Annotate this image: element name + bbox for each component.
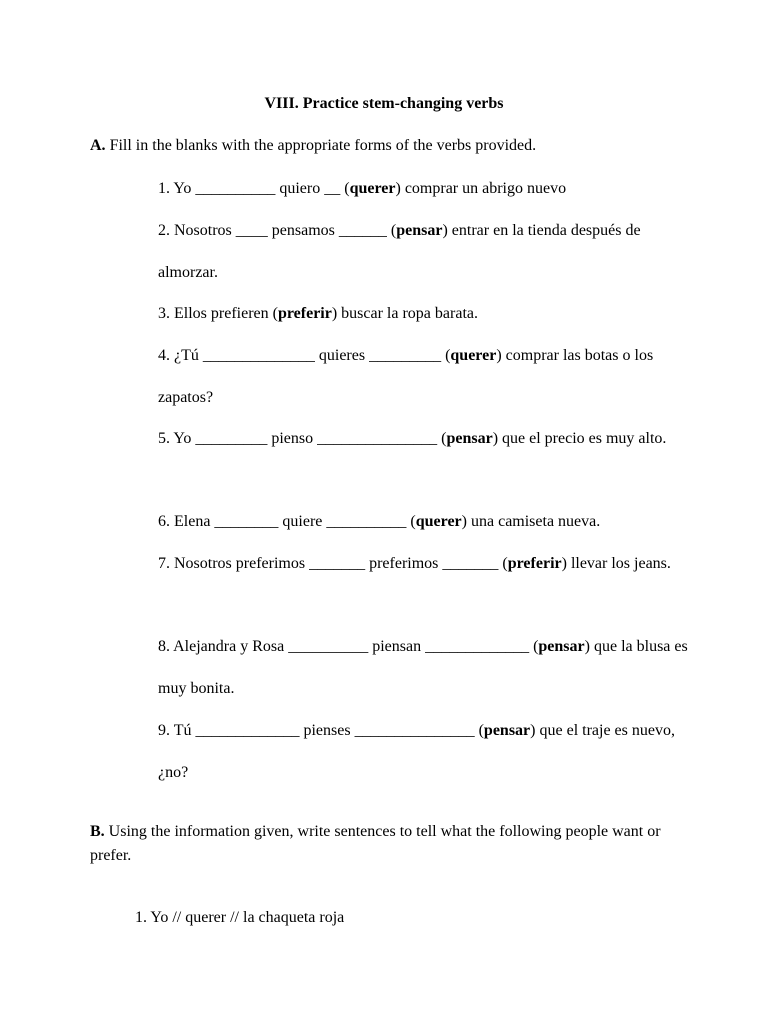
- exercise-item: [158, 168, 688, 210]
- section-a-instruction-text: Fill in the blanks with the appropriate forms of the verbs provided.: [109, 137, 537, 154]
- item-text: 8. Alejandra y Rosa __________ piensan _____________ (: [158, 638, 539, 655]
- item-text: 1. Yo __________ quiero __ (: [158, 180, 350, 197]
- section-b-label: B.: [90, 823, 105, 840]
- item-text: ) una camiseta nueva.: [461, 513, 601, 530]
- exercise-item: [158, 335, 688, 418]
- verb-infinitive: querer: [450, 347, 497, 364]
- verb-infinitive: pensar: [396, 222, 443, 239]
- item-text: 5. Yo _________ pienso _______________ (: [158, 430, 447, 447]
- section-a-instruction: [90, 134, 690, 158]
- exercise-item: [158, 543, 688, 585]
- item-text: 9. Tú _____________ pienses _______________ (: [158, 722, 484, 739]
- verb-infinitive: pensar: [446, 430, 493, 447]
- exercise-item: [158, 418, 688, 460]
- item-text: ) que el traje es nuevo, ¿no?: [158, 722, 675, 781]
- verb-infinitive: preferir: [507, 555, 562, 572]
- exercise-item: [158, 501, 688, 543]
- item-text: 7. Nosotros preferimos _______ preferimos _______ (: [158, 555, 508, 572]
- item-text: 2. Nosotros ____ pensamos ______ (: [158, 222, 397, 239]
- item-text: ) comprar las botas o los zapatos?: [158, 347, 654, 406]
- section-a-label: A.: [90, 137, 106, 154]
- item-text: 3. Ellos prefieren (: [158, 305, 278, 322]
- section-b-instruction: [90, 820, 690, 868]
- exercise-item: [158, 293, 688, 335]
- section-b-instruction-text: Using the information given, write sentences to tell what the following people want or prefer.: [90, 823, 661, 864]
- item-text: ) llevar los jeans.: [561, 555, 671, 572]
- item-text: 6. Elena ________ quiere __________ (: [158, 513, 416, 530]
- verb-infinitive: preferir: [277, 305, 332, 322]
- worksheet-title: VIII. Practice stem-changing verbs: [264, 95, 504, 112]
- item-text: ) que la blusa es muy bonita.: [158, 638, 688, 697]
- item-text: ) que el precio es muy alto.: [492, 430, 667, 447]
- verb-infinitive: querer: [415, 513, 462, 530]
- exercise-item: [158, 626, 688, 709]
- exercise-item: [158, 710, 688, 793]
- item-text: ) comprar un abrigo nuevo: [395, 180, 567, 197]
- verb-infinitive: pensar: [538, 638, 585, 655]
- exercise-item: [158, 210, 688, 293]
- item-text: ) entrar en la tienda después de almorzar.: [158, 222, 641, 281]
- item-text: ) buscar la ropa barata.: [331, 305, 478, 322]
- verb-infinitive: querer: [349, 180, 396, 197]
- exercise-item: 1. Yo // querer // la chaqueta roja: [135, 909, 345, 926]
- verb-infinitive: pensar: [483, 722, 531, 739]
- item-text: 4. ¿Tú ______________ quieres _________ (: [158, 347, 451, 364]
